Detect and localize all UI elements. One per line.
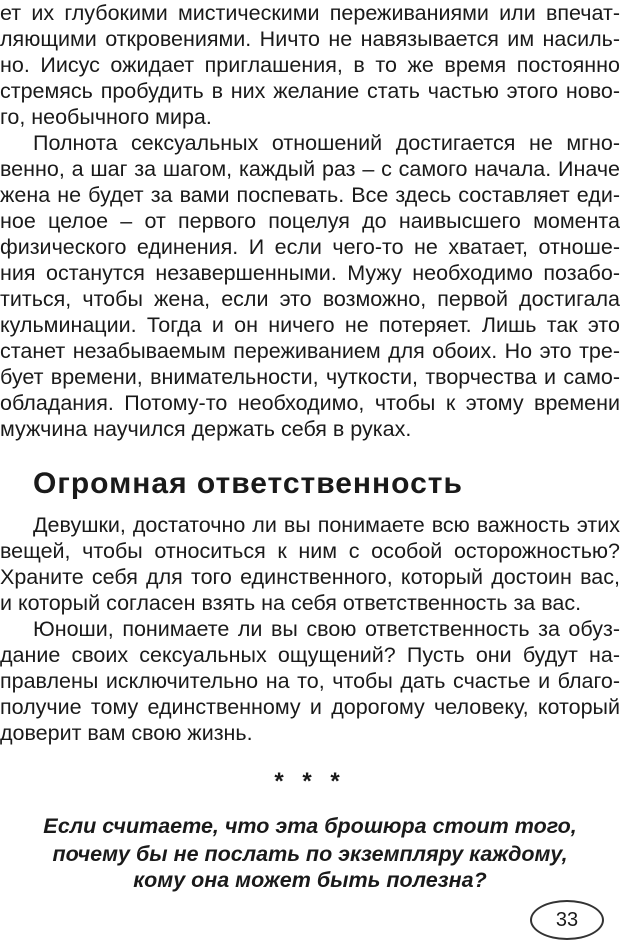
closing-line: кому она может быть полезна? xyxy=(133,868,487,892)
text-line: станет незабываемым переживанием для обоих. Но это тре- xyxy=(0,339,620,363)
text-line: бует времени, внимательности, чуткости, творчества и само- xyxy=(0,365,620,389)
text-line: Юноши, понимаете ли вы свою ответственность за обуз- xyxy=(33,617,620,641)
text-line: титься, чтобы жена, если это возможно, первой достигала xyxy=(0,287,620,311)
text-line: ляющими откровениями. Ничто не навязывается им насиль- xyxy=(0,27,620,51)
text-line: кульминации. Тогда и он ничего не потеряет. Лишь так это xyxy=(0,313,620,337)
text-line: доверит вам свою жизнь. xyxy=(0,721,253,745)
page-number: 33 xyxy=(530,900,604,940)
text-line: Храните себя для того единственного, который достоин вас, xyxy=(0,565,620,589)
closing-line: почему бы не послать по экземпляру каждому, xyxy=(52,842,568,866)
section-heading: Огромная ответственность xyxy=(33,467,463,500)
text-line: го, необычного мира. xyxy=(0,105,212,129)
text-line: обладания. Потому-то необходимо, чтобы к этому времени xyxy=(0,391,620,415)
text-line: вещей, чтобы относиться к ним с особой осторожностью? xyxy=(0,539,620,563)
section-separator: * * * xyxy=(274,768,346,795)
text-line: венно, а шаг за шагом, каждый раз – с самого начала. Иначе xyxy=(0,157,620,181)
text-line: получие тому единственному и дорогому человеку, который xyxy=(0,695,620,719)
text-line: ния останутся незавершенными. Мужу необходимо позабо- xyxy=(0,261,620,285)
text-line: дание своих сексуальных ощущений? Пусть они будут на- xyxy=(0,643,620,667)
text-line: и который согласен взять на себя ответственность за вас. xyxy=(0,591,582,615)
text-line: мужчина научился держать себя в руках. xyxy=(0,417,412,441)
text-line: ное целое – от первого поцелуя до наивысшего момента xyxy=(0,209,620,233)
text-line: стремясь пробудить в них желание стать частью этого ново- xyxy=(0,79,620,103)
closing-line: Если считаете, что эта брошюра стоит того, xyxy=(43,814,577,838)
text-line: жена не будет за вами поспевать. Все здесь составляет еди- xyxy=(0,183,620,207)
text-line: Полнота сексуальных отношений достигается не мгно- xyxy=(33,131,620,155)
text-line: Девушки, достаточно ли вы понимаете всю важность этих xyxy=(33,513,620,537)
text-line: ет их глубокими мистическими переживаниями или впечат- xyxy=(0,1,620,25)
text-line: правлены исключительно на то, чтобы дать счастье и благо- xyxy=(0,669,620,693)
text-line: физического единения. И если чего-то не хватает, отноше- xyxy=(0,235,620,259)
text-line: но. Иисус ожидает приглашения, в то же время постоянно xyxy=(0,53,620,77)
